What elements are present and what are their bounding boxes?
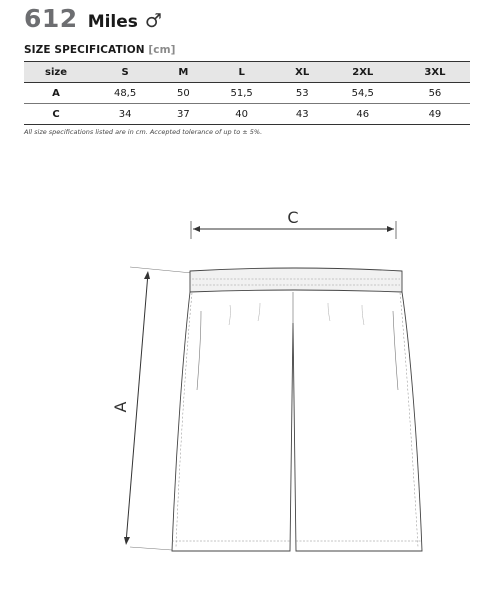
product-name: Miles xyxy=(87,12,138,32)
table-cell: 56 xyxy=(428,87,442,99)
table-row xyxy=(24,83,470,104)
measurement-c xyxy=(191,208,396,239)
spec-unit: [cm] xyxy=(148,44,176,56)
table-cell: 46 xyxy=(356,108,370,120)
row-label: A xyxy=(52,87,60,99)
product-header xyxy=(24,4,162,38)
column-header: M xyxy=(178,66,189,78)
column-header: 2XL xyxy=(352,66,374,78)
table-cell: 54,5 xyxy=(351,87,374,99)
table-cell: 49 xyxy=(428,108,442,120)
label-c: C xyxy=(287,208,299,227)
table-cell: 53 xyxy=(295,87,309,99)
table-header-row xyxy=(24,62,470,83)
table-cell: 40 xyxy=(235,108,249,120)
shorts-technical-drawing xyxy=(100,195,430,565)
shorts-outline xyxy=(172,268,422,551)
column-header: XL xyxy=(295,66,310,78)
product-number: 612 xyxy=(24,4,78,33)
column-header: 3XL xyxy=(424,66,446,78)
table-cell: 48,5 xyxy=(113,87,137,99)
male-icon: ♂ xyxy=(144,10,162,32)
spec-title xyxy=(24,44,176,56)
table-cell: 37 xyxy=(177,108,190,120)
table-cell: 51,5 xyxy=(230,87,253,99)
column-header: S xyxy=(121,66,129,78)
table-cell: 34 xyxy=(118,108,132,120)
size-table xyxy=(24,61,470,125)
column-header: L xyxy=(238,66,245,78)
row-label: C xyxy=(52,108,60,120)
spec-note: All size specifications listed are in cm. Accepted tolerance of up to ± 5%. xyxy=(24,128,263,136)
table-row xyxy=(24,104,470,125)
column-header: size xyxy=(45,66,67,78)
table-cell: 43 xyxy=(295,108,309,120)
label-a: A xyxy=(111,401,130,413)
table-cell: 50 xyxy=(177,87,190,99)
spec-title-text: SIZE SPECIFICATION xyxy=(24,44,145,56)
